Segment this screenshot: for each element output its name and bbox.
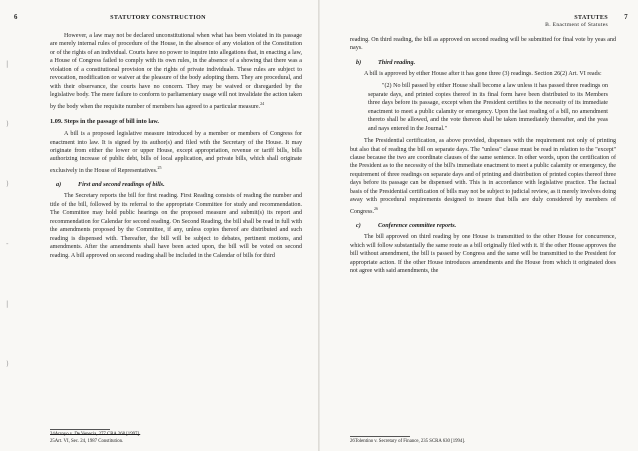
right-running-subhead: B. Enactment of Statutes [545, 22, 608, 28]
footnote-26: 26Tolentino v. Secretary of Finance, 235 SCRA 630 [1994]. [350, 438, 466, 444]
constitution-quote: "(2) No bill passed by either House shall become a law unless it has passed three readings on separate days, and printed copies thereof in its final form have been distributed to its Members three days before its passage, except when the President certifies to the necessity of its immediate enactment to meet a public calamity or emergency. Upon the last reading of a bill, no amendment thereto shall be allowed, and the vote thereon shall be taken immediately thereafter, and the yeas and nays entered in the Journal." [368, 83, 608, 132]
left-paragraph-3: The Secretary reports the bill for first reading. First Reading consists of reading the number and title of the bill, followed by its referral to the appropriate Committee for study and recommendation. The Committee may hold public hearings on the proposed measure and submit(s) its report and recommendation for Calendar for second reading. On Second Reading, the bill shall be read in full with the amendments proposed by the Committee, if any, unless copies thereof are distributed and such reading is dispensed with. Thereafter, the bill will be subject to debates, pertinent motions, and amendments. After the amendments shall have been acted upon, the bill will be voted on second reading. A bill approved on second reading shall be included in the Calendar of bills for third [50, 193, 302, 259]
left-page-header [14, 14, 302, 32]
left-running-head: STATUTORY CONSTRUCTION [110, 14, 206, 21]
subheading-b: b) Third reading. [356, 58, 416, 66]
margin-marks: | ) ) - | ) [6, 60, 9, 368]
left-paragraph-2: A bill is a proposed legislative measure introduced by a member or members of Congress for enactment into law. It is signed by its author(s) and filed with the Secretary of the House. It may originate from either the lower or upper House, except appropriation, revenue or tariff bills, bills authorizing increase of public debt, bills of local application, and private bills, which shall originate exclusively in the House of Representatives.$^{25}$ [50, 131, 302, 174]
right-page [320, 0, 638, 451]
left-footnotes [50, 429, 302, 445]
footnote-rule [350, 436, 410, 437]
right-footnotes [350, 436, 616, 445]
left-page [0, 0, 318, 451]
footnote-25: 25Art. VI, Sec. 24, 1987 Constitution. [50, 438, 124, 444]
right-page-number: 7 [624, 14, 628, 21]
footnote-24: 24Arroyo v. De Venecia, 277 CRA 268 [1997]. [50, 432, 141, 438]
right-paragraph-4: The bill approved on third reading by one House is transmitted to the other House for concurrence, which will follow substantially the same route as a bill originally filed with it. If the other House approves the bill without amendment, the bill is passed by Congress and the same will be transmitted to the President for appropriate action. If the other House introduces amendments and the House from which it originated does not agree with said amendments, the [350, 234, 617, 274]
left-page-number: 6 [14, 14, 18, 21]
right-paragraph-3: The Presidential certification, as above provided, dispenses with the requirement not only of printing but also that of reading the bill on separate days. The "unless" clause must be read in relation to the "except" clause because the two are coordinate clauses of the same sentence. In other words, upon the certification of the President as to the necessity of the bill's immediate enactment to meet a public calamity or emergency, the requirement of three readings on separate days and of printing and distribution of printed copies thereof three days before its passage can be dispensed with. This is in accordance with legislative practice. The factual basis of the Presidential certification of bills may not be subject to judicial review, as it merely involves doing away with procedural requirements designed to insure that bills are duly considered by members of Congress.$^{26}$ [350, 138, 616, 215]
right-paragraph-1: reading. On third reading, the bill as approved on second reading will be submitted for final vote by yeas and nays. [350, 37, 616, 52]
footnote-rule [50, 429, 110, 430]
left-paragraph-1: However, a law may not be declared unconstitutional when what has been violated in its passage are merely internal rules of procedure of the House, in the absence of any violation of the Constitution or of the rights of an individual. Courts have no power to inquire into allegations that, in enacting a law, a House of Congress failed to comply with its own rules, in the absence of a showing that there was a violation of a constitutional provision or the rights of private individuals. These rules are subject to revocation, modification or waiver at the pleasure of the body adopting them. They are procedural, and with their observance, the courts have no concern. They may be waived or disregarded by the legislative body. The mere failure to conform to parliamentary usage will not invalidate the action taken by the body when the requisite number of members has agreed to a particular measure.$^{24}$ [50, 33, 302, 110]
section-heading-1-09: 1.09. Steps in the passage of bill into law. [50, 118, 159, 126]
subheading-c: c) Conference committee reports. [356, 222, 457, 230]
right-running-head: STATUTES B. Enactment of Statutes [545, 14, 608, 28]
right-page-header [350, 14, 628, 36]
subheading-a: a) First and second readings of bills. [56, 181, 165, 189]
right-paragraph-2: A bill is approved by either House after it has gone three (3) readings. Section 26(2) Art. VI reads: [364, 70, 602, 77]
